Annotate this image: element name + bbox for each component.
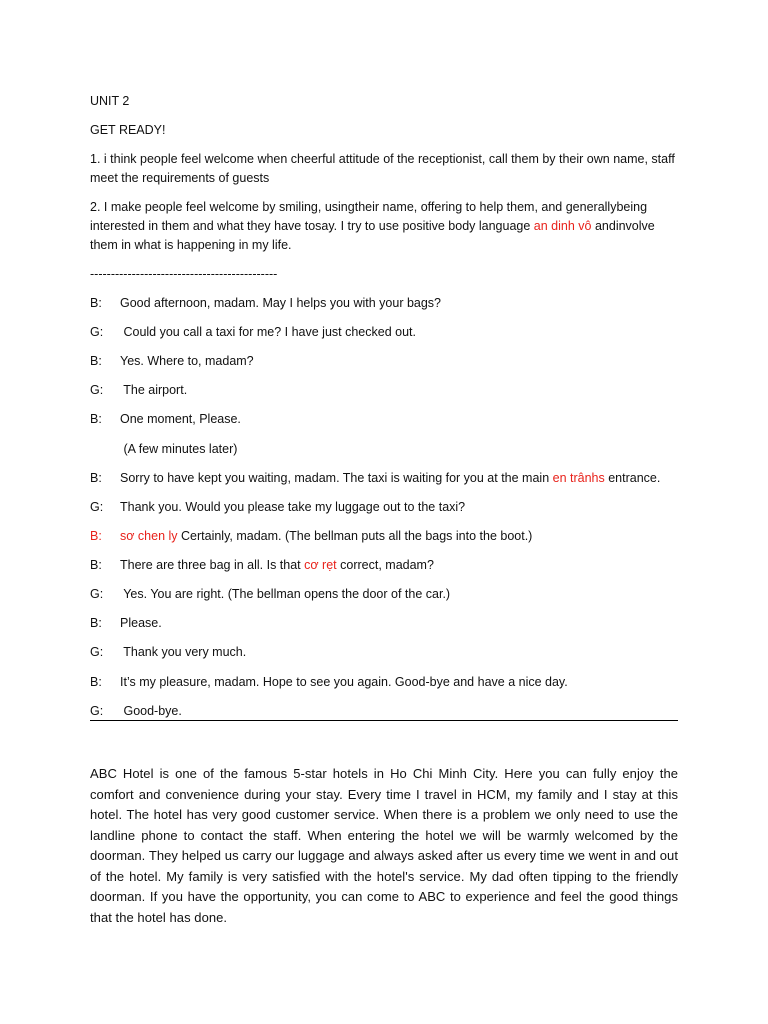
dialogue-line xyxy=(90,527,532,546)
section-title: GET READY! xyxy=(90,123,166,137)
dialogue-text: (A few minutes later) xyxy=(120,442,238,456)
dialogue-line xyxy=(90,702,182,721)
dialogue-text-after: Certainly, madam. (The bellman puts all the bags into the boot.) xyxy=(177,529,533,543)
dialogue-text: Good afternoon, madam. May I helps you with your bags? xyxy=(120,296,442,310)
dialogue-text-after: correct, madam? xyxy=(336,558,434,572)
speaker-label: B: xyxy=(90,412,102,426)
dialogue-text: Yes. You are right. (The bellman opens the door of the car.) xyxy=(120,587,451,601)
unit-title: UNIT 2 xyxy=(90,94,130,108)
dialogue-line xyxy=(90,352,254,371)
dialogue-text-after: entrance. xyxy=(604,471,661,485)
speaker-label: B: xyxy=(90,296,102,310)
dialogue-line xyxy=(90,323,416,342)
horizontal-rule xyxy=(90,720,678,721)
speaker-label: G: xyxy=(90,325,104,339)
dialogue-line xyxy=(90,469,660,488)
speaker-label: B: xyxy=(90,529,102,543)
dialogue-text: Thank you. Would you please take my luggage out to the taxi? xyxy=(120,500,466,514)
dialogue-text: The airport. xyxy=(120,383,188,397)
dialogue-text: Good-bye. xyxy=(120,704,182,718)
speaker-label: B: xyxy=(90,616,102,630)
speaker-label: B: xyxy=(90,354,102,368)
dialogue-line xyxy=(90,410,241,429)
dialogue-text: Please. xyxy=(120,616,162,630)
dialogue-line xyxy=(90,294,441,313)
dialogue-line xyxy=(90,585,450,604)
dialogue-line xyxy=(90,673,568,692)
speaker-label: B: xyxy=(90,471,102,485)
dialogue-text: Yes. Where to, madam? xyxy=(120,354,254,368)
dialogue-text-before: Sorry to have kept you waiting, madam. The taxi is waiting for you at the main xyxy=(120,471,553,485)
answer-1: 1. i think people feel welcome when cheerful attitude of the receptionist, call them by their own name, staff meet the requirements of guests xyxy=(90,152,675,185)
dialogue-line xyxy=(90,381,187,400)
answer-2-text-before: 2. I make people feel welcome by smiling, usingtheir name, offering to help them, and generallybeing interested in them and what they have tosay. I try to use positive body language xyxy=(90,200,648,233)
pronunciation-note: cơ rẹt xyxy=(304,558,337,572)
pronunciation-note: an dinh vô xyxy=(533,219,592,233)
speaker-label: G: xyxy=(90,383,104,397)
dialogue-line xyxy=(90,498,465,517)
speaker-label: B: xyxy=(90,558,102,572)
dialogue-text: Thank you very much. xyxy=(120,645,247,659)
pronunciation-note: sơ chen ly xyxy=(120,529,178,543)
answer-2-text-after: andinvolve them in what is happening in my life. xyxy=(90,219,655,252)
dialogue-text-before: There are three bag in all. Is that xyxy=(120,558,305,572)
answer-2 xyxy=(90,198,678,255)
dialogue-text: Could you call a taxi for me? I have just checked out. xyxy=(120,325,416,339)
essay-paragraph: ABC Hotel is one of the famous 5-star hotels in Ho Chi Minh City. Here you can fully enjoy the comfort and convenience during your stay. Every time I travel in HCM, my family and I stay at this hotel. The hotel has very good customer service. When there is a problem we only need to use the landline phone to contact the staff. When entering the hotel we will be warmly welcomed by the doorman. They helped us carry our luggage and always asked after us every time we went in and out of the hotel. My family is very satisfied with the hotel's service. My dad often tipping to the friendly doorman. If you have the opportunity, you can come to ABC to experience and feel the good things that the hotel has done. xyxy=(90,766,678,925)
separator-line: --------------------------------------------- xyxy=(90,267,278,281)
dialogue-stage-direction xyxy=(90,440,237,459)
speaker-label: G: xyxy=(90,645,104,659)
dialogue-line xyxy=(90,643,246,662)
pronunciation-note: en trânhs xyxy=(552,471,605,485)
dialogue-line xyxy=(90,614,162,633)
speaker-label: G: xyxy=(90,704,104,718)
speaker-label: G: xyxy=(90,587,104,601)
speaker-label: B: xyxy=(90,675,102,689)
dialogue-text: It’s my pleasure, madam. Hope to see you again. Good-bye and have a nice day. xyxy=(120,675,568,689)
dialogue-text: One moment, Please. xyxy=(120,412,241,426)
speaker-label: G: xyxy=(90,500,104,514)
dialogue-line xyxy=(90,556,434,575)
